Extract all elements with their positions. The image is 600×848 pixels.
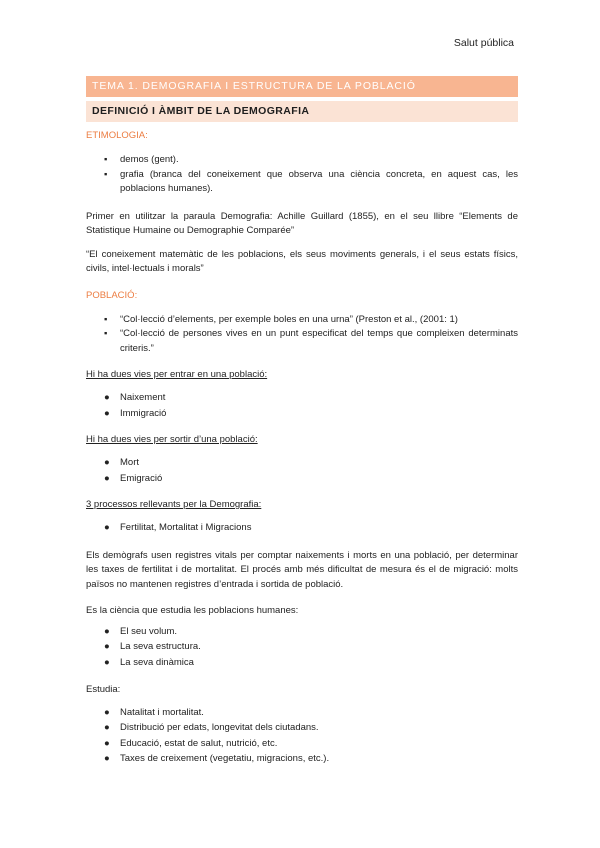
list-item: ● Natalitat i mortalitat.: [86, 706, 518, 721]
paragraph-first-use: Primer en utilitzar la paraula Demografia: Achille Guillard (1855), en el seu llibre “Elements de Statistique Humaine ou Demographie Comparée”: [86, 210, 518, 236]
ciencia-intro: Es la ciència que estudia les poblacions humanes:: [86, 605, 299, 616]
round-bullet-icon: ●: [104, 656, 110, 668]
document-content: [86, 76, 518, 780]
entrar-heading: Hi ha dues vies per entrar en una població:: [86, 369, 268, 380]
list-item: ● Distribució per edats, longevitat dels ciutadans.: [86, 721, 518, 736]
paragraph-quote: “El coneixement matemàtic de les poblacions, els seus moviments generals, i el seus estats físics, civils, intel·lectuals i morals”: [86, 248, 518, 274]
round-bullet-icon: ●: [104, 522, 110, 533]
poblacio-label: POBLACIÓ:: [86, 289, 138, 301]
list-item: ● El seu volum.: [86, 625, 518, 640]
list-item: ● Educació, estat de salut, nutrició, etc.: [86, 737, 518, 752]
estudia-list: [86, 706, 518, 767]
estudia-intro: Estudia:: [86, 684, 121, 695]
section-title-bar: DEFINICIÓ I ÀMBIT DE LA DEMOGRAFIA: [86, 101, 518, 122]
round-bullet-icon: ●: [104, 472, 110, 484]
list-item: ● Immigració: [86, 407, 518, 422]
round-bullet-icon: ●: [104, 737, 110, 749]
processos-list: [86, 521, 518, 536]
etimologia-label: ETIMOLOGIA:: [86, 130, 148, 141]
list-item: ● Fertilitat, Mortalitat i Migracions: [86, 521, 518, 536]
list-item: ● Taxes de creixement (vegetatiu, migracions, etc.).: [86, 752, 518, 767]
round-bullet-icon: ●: [104, 753, 110, 764]
poblacio-list: [86, 313, 518, 357]
round-bullet-icon: ●: [104, 407, 110, 419]
list-item: ● La seva dinàmica: [86, 656, 518, 671]
processos-heading: 3 processos rellevants per la Demografia:: [86, 499, 262, 510]
list-item: ▪ demos (gent).: [86, 153, 518, 168]
round-bullet-icon: ●: [104, 641, 110, 652]
list-item: ▪ “Col·lecció d’elements, per exemple boles en una urna” (Preston et al., (2001: 1): [86, 313, 518, 328]
etimologia-list: [86, 153, 518, 197]
square-bullet-icon: ▪: [104, 154, 108, 165]
list-item: ● La seva estructura.: [86, 640, 518, 655]
round-bullet-icon: ●: [104, 392, 110, 403]
sortir-list: [86, 456, 518, 486]
list-item: ● Naixement: [86, 391, 518, 406]
list-item: ▪ “Col·lecció de persones vives en un punt especificat del temps que compleixen determinats criteris.”: [104, 328, 518, 354]
round-bullet-icon: ●: [104, 457, 110, 468]
topic-title-bar: TEMA 1. DEMOGRAFIA I ESTRUCTURA DE LA POBLACIÓ: [86, 76, 518, 97]
header-subject: Salut pública: [453, 37, 514, 49]
list-item: ● Mort: [86, 456, 518, 471]
square-bullet-icon: ▪: [104, 168, 108, 180]
round-bullet-icon: ●: [104, 625, 110, 637]
round-bullet-icon: ●: [104, 706, 110, 718]
ciencia-list: [86, 625, 518, 671]
sortir-heading: Hi ha dues vies per sortir d’una població:: [86, 434, 258, 445]
list-item: ● Emigració: [86, 472, 518, 487]
round-bullet-icon: ●: [104, 722, 110, 733]
square-bullet-icon: ▪: [104, 328, 108, 339]
square-bullet-icon: ▪: [104, 313, 108, 325]
paragraph-demografs: Els demògrafs usen registres vitals per comptar naixements i morts en una població, per determinar les taxes de fertilitat i de mortalitat. El procés amb més dificultat de mesura és el de migració: molts països no mantenen registres d’entrada i sortida de població.: [86, 549, 518, 590]
list-item: ▪ grafia (branca del coneixement que observa una ciència concreta, en aquest cas, les poblacions humanes).: [104, 168, 518, 194]
entrar-list: [86, 391, 518, 421]
